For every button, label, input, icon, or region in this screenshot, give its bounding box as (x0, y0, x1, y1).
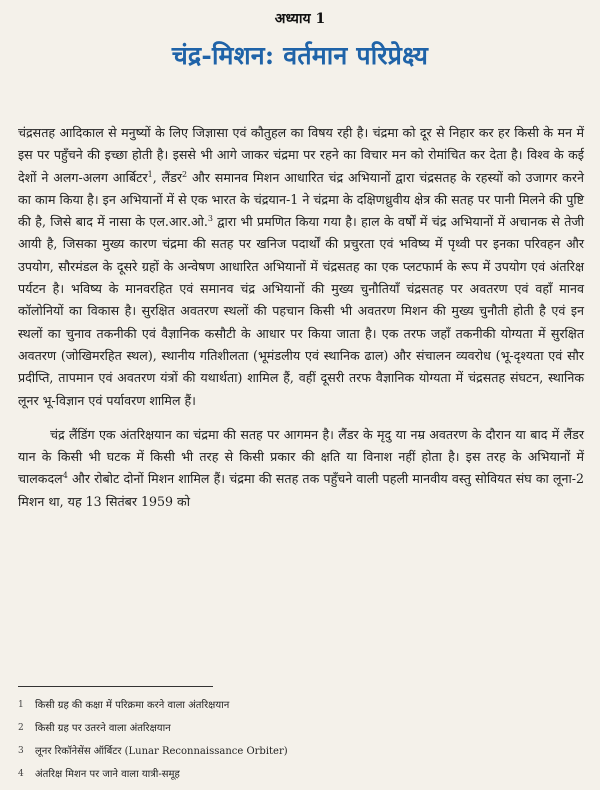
footnotes (18, 694, 584, 786)
footnote-number: 1 (18, 700, 24, 710)
footnote-item (18, 717, 584, 740)
footnote-ref-2: 2 (182, 169, 188, 179)
paragraph-2-text-b: और रोबोट दोनों मिशन शामिल हैं। चंद्रमा की सतह तक पहुँचने वाली पहली मानवीय वस्तु सोवियत संघ का लूना-2 मिशन था, यह 13 सितंबर 1959 को (18, 471, 584, 509)
paragraph-1-text-b: , लैंडर (152, 169, 183, 185)
footnote-text: अंतरिक्ष मिशन पर जाने वाला यात्री-समूह (35, 769, 180, 780)
paragraph-2-text-a: चंद्र लैंडिंग एक अंतरिक्षयान का चंद्रमा की सतह पर आगमन है। लैंडर के मृदु या नम्र अवतरण के दौरान या बाद में लैंडर यान के किसी भी घटक में किसी भी तरह से किसी प्रकार की क्षति या विनाश नहीं होता है। इस तरह के अभियानों में चालकदल (18, 426, 584, 487)
footnote-ref-3: 3 (207, 214, 213, 224)
footnote-number: 3 (18, 746, 24, 756)
footnote-item (18, 694, 584, 717)
footnote-number: 2 (18, 723, 24, 733)
chapter-title: चंद्र-मिशन: वर्तमान परिप्रेक्ष्य (171, 41, 429, 70)
footnote-text: लूनर रिकॉनेसेंस ऑर्बिटर (Lunar Reconnaissance Orbiter) (35, 746, 288, 757)
footnote-item (18, 763, 584, 786)
paragraph-2 (18, 424, 584, 513)
chapter-label: अध्याय 1 (274, 11, 326, 27)
chapter-body (18, 122, 584, 513)
footnote-ref-1: 1 (147, 169, 153, 179)
footnote-ref-4: 4 (62, 471, 68, 481)
footnote-item (18, 740, 584, 763)
footnote-number: 4 (18, 769, 24, 779)
paragraph-1 (18, 122, 584, 412)
paragraph-1-text-c: और समानव मिशन आधारित चंद्र अभियानों द्वारा चंद्रसतह के रहस्यों को उजागर करने का काम किया है। इन अभियानों में से एक भारत के चंद्रयान-1 ने चंद्रमा के दक्षिणध्रुवीय क्षेत्र की सतह पर पानी मिलने की पुष्टि की है, जिसे बाद में नासा के एल.आर.ओ. (18, 169, 584, 230)
footnote-divider (18, 686, 213, 687)
paragraph-1-text-d: द्वारा भी प्रमणित किया गया है। हाल के वर्षों में चंद्र अभियानों में अचानक से तेजी आयी है, जिसका मुख्य कारण चंद्रमा की सतह पर खनिज पदार्थों की प्रचुरता एवं भविष्य में पृथ्वी पर इनका परिवहन और उपयोग, सौरमंडल के दूसरे ग्रहों के अन्वेषण आधारित अभियानों में चंद्रसतह का एक प्लटफार्म के रूप में उपयोग एवं अंतरिक्ष पर्यटन है। भविष्य के मानवरहित एवं समानव चंद्र अभियानों की मुख्य चुनौतियाँ चंद्रसतह पर अवतरण एवं वहाँ मानव कॉलोनियों का विकास है। सुरक्षित अवतरण स्थलों की पहचान किसी भी अवतरण मिशन की मुख्य चुनौती होती है एवं इन स्थलों का चुनाव तकनीकी एवं वैज्ञानिक कसौटी के आधार पर किया जाता है। एक तरफ जहाँ तकनीकी योग्यता में सुरक्षित अवतरण (जोखिमरहित स्थल), स्थानीय गतिशीलता (भूमंडलीय एवं स्थानिक ढाल) और संचालन व्यवरोध (भू-दृश्यता एवं सौर प्रदीप्ति, तापमान एवं अवतरण यंत्रों की यथार्थता) शामिल हैं, वहीं दूसरी तरफ वैज्ञानिक योग्यता में चंद्रसतह संघटन, स्थानिक लूनर भू-विज्ञान एवं पर्यावरण शामिल हैं। (18, 214, 584, 408)
footnote-text: किसी ग्रह की कक्षा में परिक्रमा करने वाला अंतरिक्षयान (35, 700, 230, 711)
paragraph-1-text-a: चंद्रसतह आदिकाल से मनुष्यों के लिए जिज्ञासा एवं कौतुहल का विषय रही है। चंद्रमा को दूर से निहार कर हर किसी के मन में इस पर पहुँचने की इच्छा होती है। इससे भी आगे जाकर चंद्रमा पर रहने का विचार मन को रोमांचित कर देता है। विश्व के कई देशों ने अलग-अलग आर्बिटर (18, 125, 584, 185)
footnote-text: किसी ग्रह पर उतरने वाला अंतरिक्षयान (35, 723, 171, 734)
